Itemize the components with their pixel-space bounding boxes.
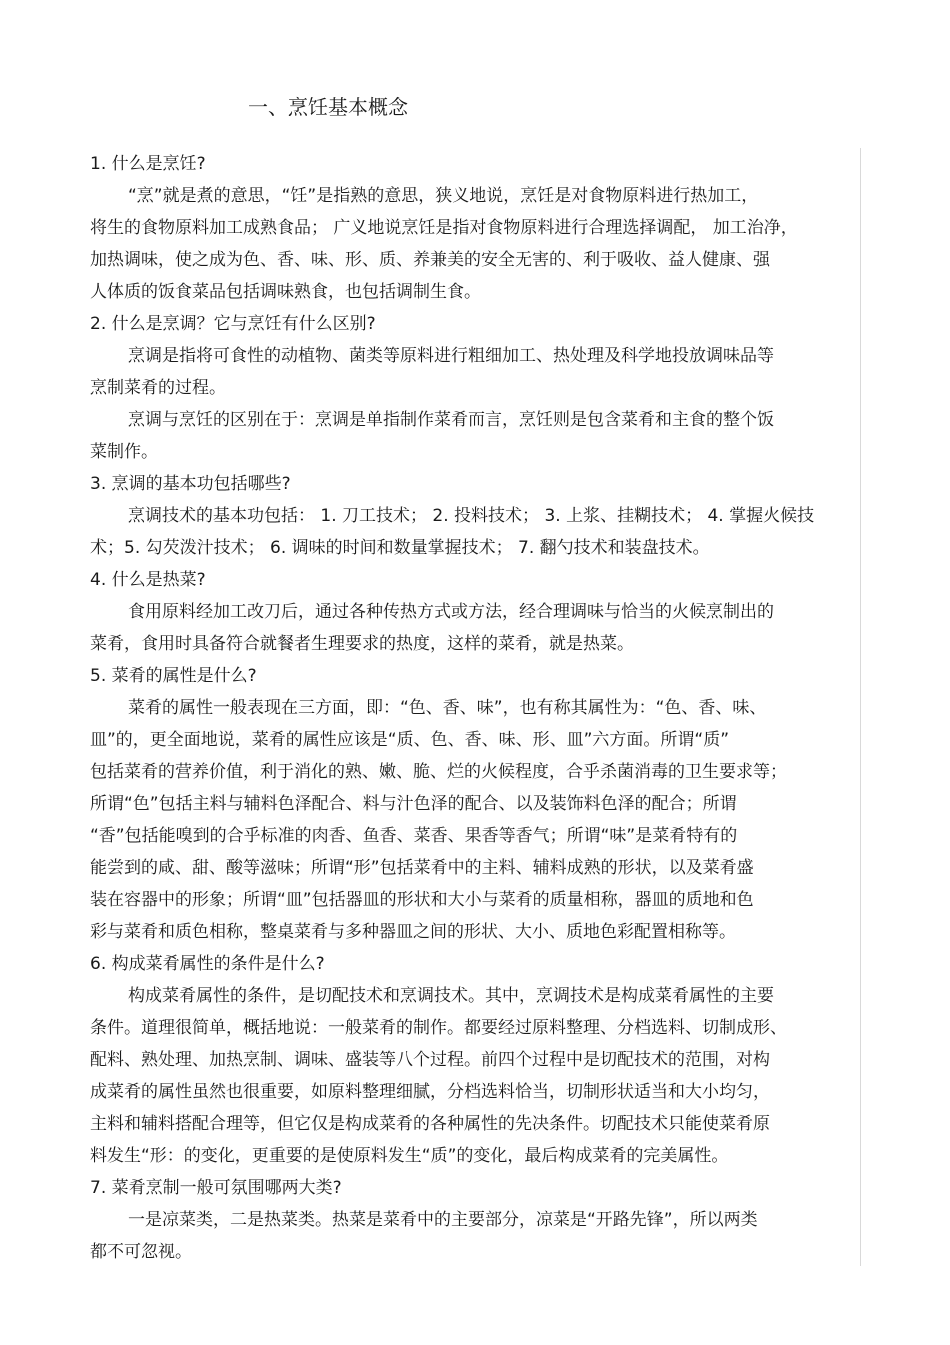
paragraph-line: 料发生“形：的变化，更重要的是使原料发生“质”的变化，最后构成菜肴的完美属性。	[90, 1146, 729, 1166]
paragraph-line: “香”包括能嗅到的合乎标准的肉香、鱼香、菜香、果香等香气；所谓“味”是菜肴特有的	[90, 826, 738, 846]
question-4-heading: 4. 什么是热菜?	[90, 570, 206, 590]
paragraph-line: 皿”的，更全面地说，菜肴的属性应该是“质、色、香、味、形、皿”六方面。所谓“质”	[90, 730, 730, 750]
question-6-heading: 6. 构成菜肴属性的条件是什么?	[90, 954, 325, 974]
paragraph-line: 主料和辅料搭配合理等，但它仅是构成菜肴的各种属性的先决条件。切配技术只能使菜肴原	[90, 1114, 770, 1134]
paragraph-line: 装在容器中的形象；所谓“皿”包括器皿的形状和大小与菜肴的质量相称，器皿的质地和色	[90, 890, 754, 910]
paragraph-line: 将生的食物原料加工成熟食品； 广义地说烹饪是指对食物原料进行合理选择调配， 加工治净，	[90, 218, 798, 238]
page-title: 一、烹饪基本概念	[248, 95, 408, 119]
paragraph-line: 菜肴的属性一般表现在三方面，即：“色、香、味”，也有称其属性为：“色、香、味、	[128, 698, 767, 718]
paragraph-line: 包括菜肴的营养价值，利于消化的熟、嫩、脆、烂的火候程度，合乎杀菌消毒的卫生要求等；	[90, 762, 787, 782]
paragraph-line: 人体质的饭食菜品包括调味熟食，也包括调制生食。	[90, 282, 481, 302]
paragraph-line: 加热调味，使之成为色、香、味、形、质、养兼美的安全无害的、利于吸收、益人健康、强	[90, 250, 770, 270]
paragraph-line: 烹调是指将可食性的动植物、菌类等原料进行粗细加工、热处理及科学地投放调味品等	[128, 346, 774, 366]
paragraph-line: 烹制菜肴的过程。	[90, 378, 226, 398]
paragraph-line: 成菜肴的属性虽然也很重要，如原料整理细腻，分档选料恰当，切制形状适当和大小均匀，	[90, 1082, 770, 1102]
question-2-heading: 2. 什么是烹调？它与烹饪有什么区别?	[90, 314, 376, 334]
paragraph-line: 配料、熟处理、加热烹制、调味、盛装等八个过程。前四个过程中是切配技术的范围，对构	[90, 1050, 770, 1070]
paragraph-line: “烹”就是煮的意思，“饪”是指熟的意思，狭义地说，烹饪是对食物原料进行热加工，	[128, 186, 759, 206]
paragraph-line: 彩与菜肴和质色相称，整桌菜肴与多种器皿之间的形状、大小、质地色彩配置相称等。	[90, 922, 736, 942]
paragraph-line: 术；5. 勾芡泼汁技术； 6. 调味的时间和数量掌握技术； 7. 翻勺技术和装盘技术。	[90, 538, 710, 558]
paragraph-line: 一是凉菜类，二是热菜类。热菜是菜肴中的主要部分，凉菜是“开路先锋”，所以两类	[128, 1210, 758, 1230]
question-7-heading: 7. 菜肴烹制一般可氛围哪两大类?	[90, 1178, 342, 1198]
question-1-heading: 1. 什么是烹饪?	[90, 154, 206, 174]
paragraph-line: 食用原料经加工改刀后，通过各种传热方式或方法，经合理调味与恰当的火候烹制出的	[128, 602, 774, 622]
paragraph-line: 条件。道理很简单，概括地说：一般菜肴的制作。都要经过原料整理、分档选料、切制成形、	[90, 1018, 787, 1038]
paragraph-line: 菜制作。	[90, 442, 158, 462]
paragraph-line: 能尝到的咸、甜、酸等滋味；所谓“形”包括菜肴中的主料、辅料成熟的形状，以及菜肴盛	[90, 858, 754, 878]
paragraph-line: 菜肴，食用时具备符合就餐者生理要求的热度，这样的菜肴，就是热菜。	[90, 634, 634, 654]
paragraph-line: 烹调与烹饪的区别在于：烹调是单指制作菜肴而言，烹饪则是包含菜肴和主食的整个饭	[128, 410, 774, 430]
paragraph-line: 构成菜肴属性的条件，是切配技术和烹调技术。其中，烹调技术是构成菜肴属性的主要	[128, 986, 774, 1006]
question-3-heading: 3. 烹调的基本功包括哪些?	[90, 474, 291, 494]
paragraph-line: 都不可忽视。	[90, 1242, 192, 1262]
page-edge-rule	[860, 148, 861, 1266]
paragraph-line: 烹调技术的基本功包括： 1. 刀工技术； 2. 投料技术； 3. 上浆、挂糊技术； 4. 掌握火候技	[128, 506, 815, 526]
question-5-heading: 5. 菜肴的属性是什么?	[90, 666, 257, 686]
paragraph-line: 所谓“色”包括主料与辅料色泽配合、料与汁色泽的配合、以及装饰料色泽的配合；所谓	[90, 794, 737, 814]
